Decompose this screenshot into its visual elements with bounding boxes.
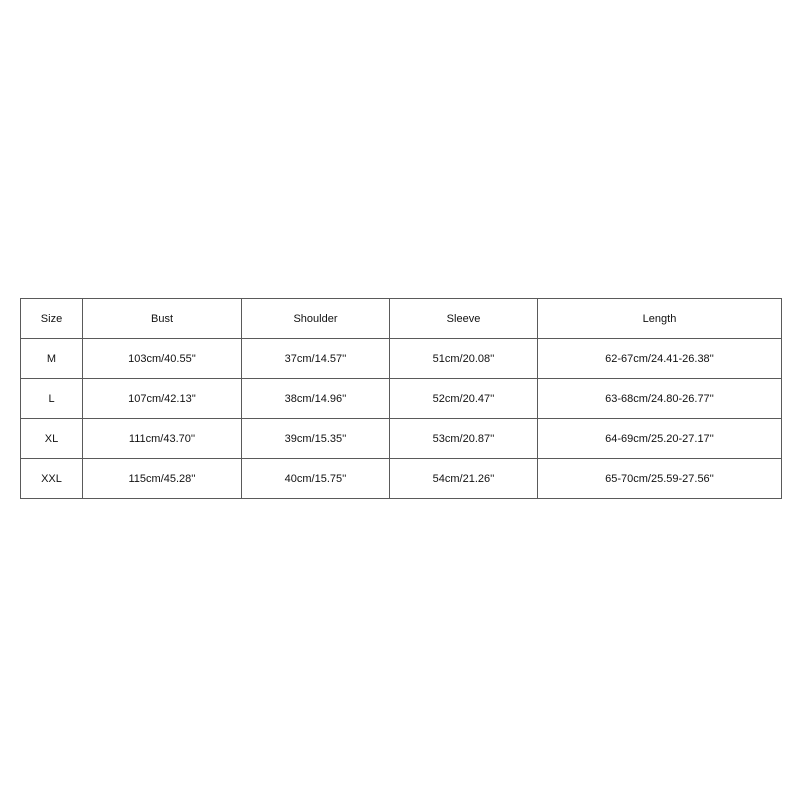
cell-length: 65-70cm/25.59-27.56'' [538, 459, 782, 499]
cell-sleeve: 52cm/20.47'' [390, 379, 538, 419]
cell-length: 64-69cm/25.20-27.17'' [538, 419, 782, 459]
cell-shoulder: 40cm/15.75'' [242, 459, 390, 499]
cell-shoulder: 39cm/15.35'' [242, 419, 390, 459]
table-row [21, 379, 782, 419]
table-row [21, 339, 782, 379]
cell-size: XL [21, 419, 83, 459]
table-row [21, 419, 782, 459]
cell-length: 63-68cm/24.80-26.77'' [538, 379, 782, 419]
cell-shoulder: 38cm/14.96'' [242, 379, 390, 419]
cell-sleeve: 53cm/20.87'' [390, 419, 538, 459]
cell-bust: 103cm/40.55'' [83, 339, 242, 379]
size-chart-table [20, 298, 782, 499]
header-row [21, 299, 782, 339]
cell-size: XXL [21, 459, 83, 499]
header-bust: Bust [83, 299, 242, 339]
cell-sleeve: 54cm/21.26'' [390, 459, 538, 499]
cell-sleeve: 51cm/20.08'' [390, 339, 538, 379]
cell-size: L [21, 379, 83, 419]
cell-shoulder: 37cm/14.57'' [242, 339, 390, 379]
header-sleeve: Sleeve [390, 299, 538, 339]
header-size: Size [21, 299, 83, 339]
cell-length: 62-67cm/24.41-26.38'' [538, 339, 782, 379]
header-shoulder: Shoulder [242, 299, 390, 339]
table-row [21, 459, 782, 499]
cell-size: M [21, 339, 83, 379]
cell-bust: 107cm/42.13'' [83, 379, 242, 419]
cell-bust: 111cm/43.70'' [83, 419, 242, 459]
header-length: Length [538, 299, 782, 339]
cell-bust: 115cm/45.28'' [83, 459, 242, 499]
